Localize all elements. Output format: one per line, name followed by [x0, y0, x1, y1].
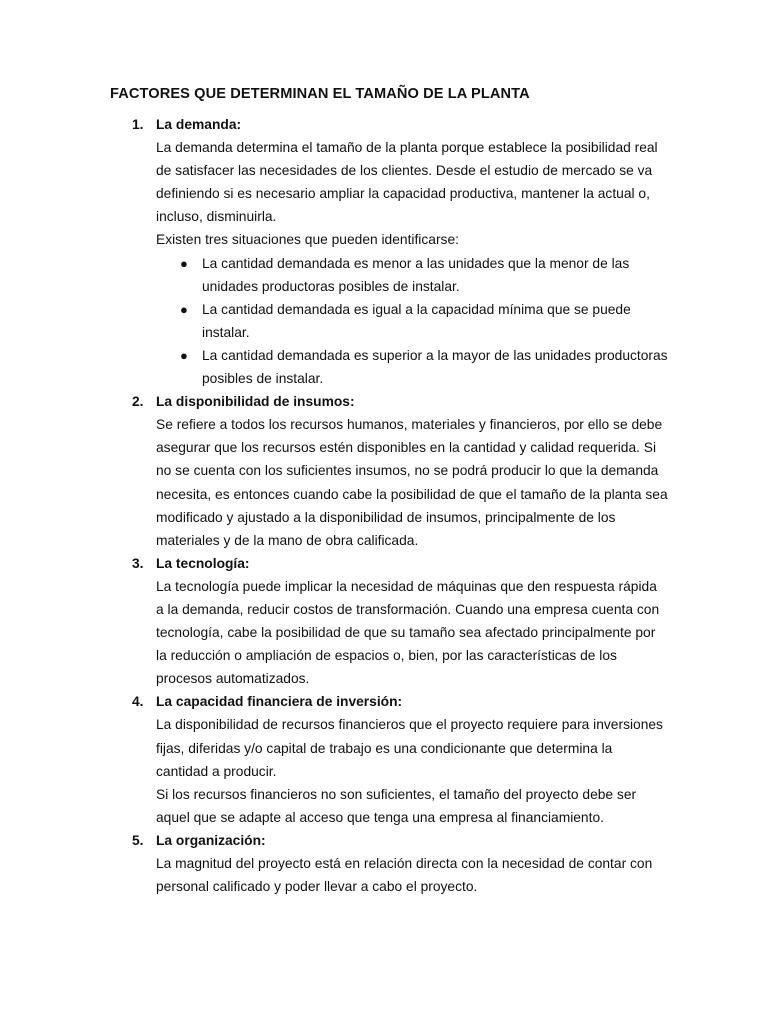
page-title: FACTORES QUE DETERMINAN EL TAMAÑO DE LA PLANTA: [110, 86, 530, 102]
section-heading: La organización:: [156, 832, 266, 848]
list-item: [156, 344, 668, 390]
section-number: 2.: [132, 394, 144, 410]
list-item: [156, 252, 668, 298]
section-paragraph: Si los recursos financieros no son suficientes, el tamaño del proyecto debe ser aquel que se adapte al acceso que tenga una empresa al financiamiento.: [156, 786, 637, 825]
section-paragraph: La disponibilidad de recursos financieros que el proyecto requiere para inversiones fijas, diferidas y/o capital de trabajo es una condicionante que determina la cantidad a producir.: [156, 717, 663, 779]
sections-list: [110, 113, 668, 898]
section-heading: La demanda:: [156, 117, 242, 132]
section-number: 1.: [132, 117, 144, 132]
section-organizacion: [110, 829, 668, 898]
bullet-text: La cantidad demandada es superior a la mayor de las unidades productoras posibles de instalar.: [202, 347, 668, 387]
section-paragraph: La magnitud del proyecto está en relación directa con la necesidad de contar con personal calificado y poder llevar a cabo el proyecto.: [156, 856, 653, 895]
bullet-text: La cantidad demandada es igual a la capacidad mínima que se puede instalar.: [202, 301, 631, 340]
section-paragraph: Existen tres situaciones que pueden identificarse:: [156, 232, 459, 248]
bullet-icon: ●: [180, 347, 188, 363]
section-paragraph: La demanda determina el tamaño de la planta porque establece la posibilidad real de satisfacer las necesidades de los clientes. Desde el estudio de mercado se va definiendo si es necesario ampliar la capacidad productiva, mantener la actual o, incluso, disminuirla.: [156, 140, 658, 225]
section-heading: La disponibilidad de insumos:: [156, 394, 355, 410]
bullet-icon: ●: [180, 255, 188, 271]
section-heading: La tecnología:: [156, 555, 250, 571]
bullet-text: La cantidad demandada es menor a las unidades que la menor de las unidades productoras posibles de instalar.: [202, 255, 630, 294]
bullet-list: [156, 252, 668, 391]
section-number: 3.: [132, 555, 144, 571]
section-heading: La capacidad financiera de inversión:: [156, 694, 403, 710]
section-demanda: [110, 113, 668, 390]
section-paragraph: La tecnología puede implicar la necesidad de máquinas que den respuesta rápida a la demanda, reducir costos de transformación. Cuando una empresa cuenta con tecnología, cabe la posibilidad de que su tamaño sea afectado principalmente por la reducción o ampliación de espacios o, bien, por las características de los procesos automatizados.: [156, 578, 660, 687]
bullet-icon: ●: [180, 301, 188, 317]
section-insumos: [110, 390, 668, 552]
section-paragraph: Se refiere a todos los recursos humanos, materiales y financieros, por ello se debe asegurar que los recursos estén disponibles en la cantidad y calidad requerida. Si no se cuenta con los suficientes insumos, no se podrá producir lo que la demanda necesita, es entonces cuando cabe la posibilidad de que el tamaño de la planta sea modificado y ajustado a la disponibilidad de insumos, principalmente de los materiales y de la mano de obra calificada.: [156, 417, 668, 548]
section-capacidad-financiera: [110, 690, 668, 829]
section-tecnologia: [110, 552, 668, 691]
section-number: 4.: [132, 694, 144, 710]
list-item: [156, 298, 668, 344]
section-number: 5.: [132, 832, 144, 848]
